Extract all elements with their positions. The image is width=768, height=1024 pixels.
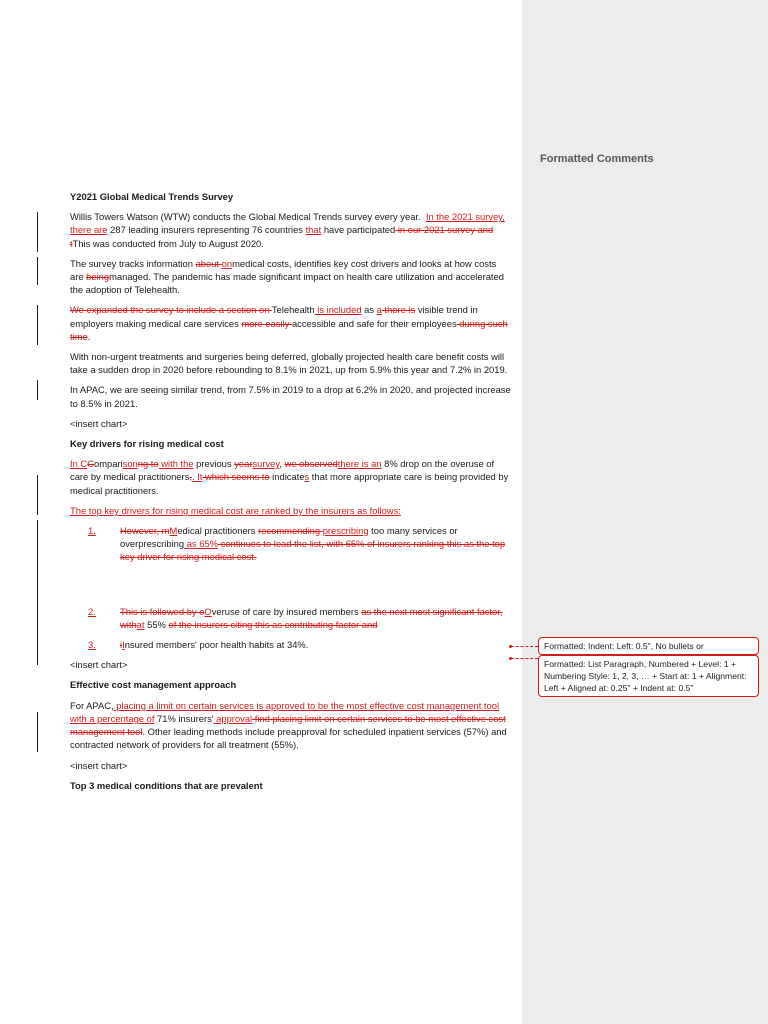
text: The survey tracks information bbox=[70, 257, 196, 269]
insertion[interactable]: at bbox=[136, 618, 145, 630]
drivers-list bbox=[70, 524, 512, 651]
heading-key-drivers: Key drivers for rising medical cost bbox=[70, 438, 224, 450]
deletion[interactable]: year bbox=[234, 458, 253, 470]
text: Willis Towers Watson (WTW) conducts the Global Medical Trends survey every year. bbox=[70, 211, 421, 223]
insertion[interactable]: s bbox=[304, 471, 310, 483]
insertion[interactable]: M bbox=[169, 525, 178, 537]
text: medical costs, identifies key cost drivers and looks at how costs are bbox=[70, 257, 497, 283]
change-bar bbox=[37, 520, 38, 665]
text: visible trend in employers making medical care services bbox=[70, 304, 478, 329]
paragraph-comparison bbox=[70, 457, 512, 497]
deletion[interactable]: more easily bbox=[241, 317, 292, 329]
deletion[interactable]: about bbox=[195, 257, 222, 269]
insertion[interactable]: approval bbox=[213, 712, 253, 724]
paragraph-apac-trend: In APAC, we are seeing similar trend, from 7.5% in 2019 to a drop at 6.2% in 2020, and projected increase to 8.5% in 2021. bbox=[70, 384, 511, 409]
deletion[interactable]: during such time bbox=[70, 317, 508, 342]
text: For APAC, bbox=[70, 699, 114, 711]
text: 55% bbox=[144, 618, 169, 630]
insertion[interactable]: O bbox=[204, 605, 212, 617]
text: 8% drop on the overuse of care by medical practitioners bbox=[70, 458, 495, 483]
insertion[interactable]: survey bbox=[252, 458, 280, 470]
heading-medical-conditions: Top 3 medical conditions that are prevalent bbox=[70, 779, 263, 791]
insertion[interactable]: there is an bbox=[337, 458, 382, 470]
deletion[interactable]: of the insurers citing this as contributing factor and bbox=[168, 618, 378, 630]
paragraph-tracking bbox=[70, 257, 512, 297]
paragraph-intro bbox=[70, 210, 512, 250]
deletion[interactable]: find placing limit on certain services to be most effective cost management tool bbox=[70, 712, 506, 738]
deletion[interactable]: C bbox=[87, 458, 94, 470]
format-balloon[interactable]: Formatted: List Paragraph, Numbered + Level: 1 + Numbering Style: 1, 2, 3, … + Start at: 1 + Alignment: Left + Aligned at: 0.25" + Indent at: 0.5" bbox=[538, 655, 759, 697]
text: previous bbox=[193, 458, 235, 470]
insertion[interactable]: that bbox=[305, 224, 322, 236]
deletion[interactable]: there is bbox=[381, 304, 416, 316]
paragraph-global-costs: With non-urgent treatments and surgeries being deferred, globally projected health care benefit costs will take a sudden drop in 2020 before rebounding to 8.1% in 2021, up from 5.9% this year and 7.2% in 2019. bbox=[70, 351, 508, 376]
text: accessible and safe for their employees bbox=[291, 317, 457, 329]
paragraph-telehealth bbox=[70, 303, 512, 343]
insert-chart-placeholder: <insert chart> bbox=[70, 759, 128, 771]
change-bar bbox=[37, 305, 38, 345]
change-bar bbox=[37, 712, 38, 752]
deletion[interactable]: recommending bbox=[258, 525, 323, 537]
insertion[interactable]: a bbox=[376, 304, 382, 316]
text: that more appropriate care is being provided by medical practitioners. bbox=[70, 471, 509, 496]
paragraph-apac-management bbox=[70, 699, 512, 752]
text: 71% insurers' bbox=[154, 712, 214, 724]
insert-chart-placeholder: <insert chart> bbox=[70, 417, 128, 429]
deletion[interactable]: However, m bbox=[120, 525, 170, 537]
empty-paragraph bbox=[70, 571, 512, 598]
insertion[interactable]: In the 2021 survey, there are bbox=[70, 211, 505, 236]
insertion[interactable]: . It bbox=[191, 471, 203, 483]
balloon-connector bbox=[511, 646, 538, 647]
deletion[interactable]: as the next most significant factor, with bbox=[120, 605, 503, 630]
deletion[interactable]: we observed bbox=[284, 458, 338, 470]
deletion[interactable]: being bbox=[86, 271, 110, 283]
text: . bbox=[87, 330, 91, 342]
text: indicate bbox=[269, 471, 305, 483]
text: have participated bbox=[321, 224, 396, 236]
list-number: 1. bbox=[88, 525, 96, 537]
insertion[interactable]: with the bbox=[158, 458, 194, 470]
insertion[interactable]: placing a limit on certain services is approved to be the most effective cost management tool with a percentage of bbox=[70, 699, 500, 724]
list-number: 3. bbox=[88, 639, 96, 651]
text: as bbox=[361, 304, 377, 316]
deletion[interactable]: which seems to bbox=[202, 471, 270, 483]
deletion[interactable]: This is followed by o bbox=[120, 605, 205, 617]
text: 287 leading insurers representing 76 countries bbox=[107, 224, 306, 236]
list-item bbox=[70, 524, 512, 564]
insertion[interactable]: on bbox=[221, 257, 233, 269]
deletion[interactable]: , bbox=[189, 471, 192, 483]
text: managed. The pandemic has made significant impact on health care utilization and accelerated the adoption of Telehealth. bbox=[70, 271, 504, 296]
text: . Other leading methods include preapproval for scheduled inpatient services (57%) and contracted network of providers for all treatment (55%). bbox=[70, 726, 507, 751]
list-item bbox=[70, 605, 512, 631]
text: This was conducted from July to August 2020. bbox=[72, 237, 264, 249]
paragraph-ranking-intro[interactable]: The top key drivers for rising medical cost are ranked by the insurers as follows: bbox=[70, 504, 401, 516]
insertion[interactable]: son bbox=[122, 458, 138, 470]
change-bar bbox=[37, 212, 38, 252]
list-item bbox=[70, 638, 512, 651]
insertion[interactable]: I bbox=[122, 639, 125, 651]
change-bar bbox=[37, 380, 38, 400]
deletion[interactable]: ng to bbox=[137, 458, 159, 470]
insertion[interactable]: prescribing bbox=[322, 525, 369, 537]
text: veruse of care by insured members bbox=[211, 605, 362, 617]
insertion[interactable]: is included bbox=[314, 304, 362, 316]
change-bar bbox=[37, 475, 38, 515]
deletion[interactable]: continues to lead the list, with 65% of insurers ranking this as the top key driver for rising medical cost. bbox=[120, 538, 506, 563]
insert-chart-placeholder: <insert chart> bbox=[70, 659, 128, 671]
text: too many services or overprescribing bbox=[120, 525, 458, 550]
text: edical practitioners bbox=[177, 525, 259, 537]
text: , bbox=[279, 458, 285, 470]
deletion[interactable]: in our 2021 survey and t bbox=[70, 224, 494, 249]
heading-cost-management: Effective cost management approach bbox=[70, 679, 237, 691]
text: Telehealth bbox=[271, 304, 315, 316]
text: nsured members' poor health habits at 34%. bbox=[124, 639, 309, 651]
change-bar bbox=[37, 257, 38, 285]
text: ompari bbox=[93, 458, 123, 470]
insertion[interactable]: as 65% bbox=[184, 538, 218, 550]
deletion[interactable]: We expanded the survey to include a section on bbox=[70, 304, 272, 316]
list-number: 2. bbox=[88, 605, 96, 617]
insertion[interactable]: In C bbox=[70, 458, 88, 470]
balloon-connector bbox=[511, 658, 538, 659]
format-balloon[interactable]: Formatted: Indent: Left: 0.5", No bullets or bbox=[538, 637, 759, 655]
deletion[interactable]: i bbox=[120, 639, 123, 651]
document-title: Y2021 Global Medical Trends Survey bbox=[70, 191, 234, 202]
comment-pane-title: Formatted Comments bbox=[540, 153, 654, 165]
document-body bbox=[70, 190, 512, 799]
